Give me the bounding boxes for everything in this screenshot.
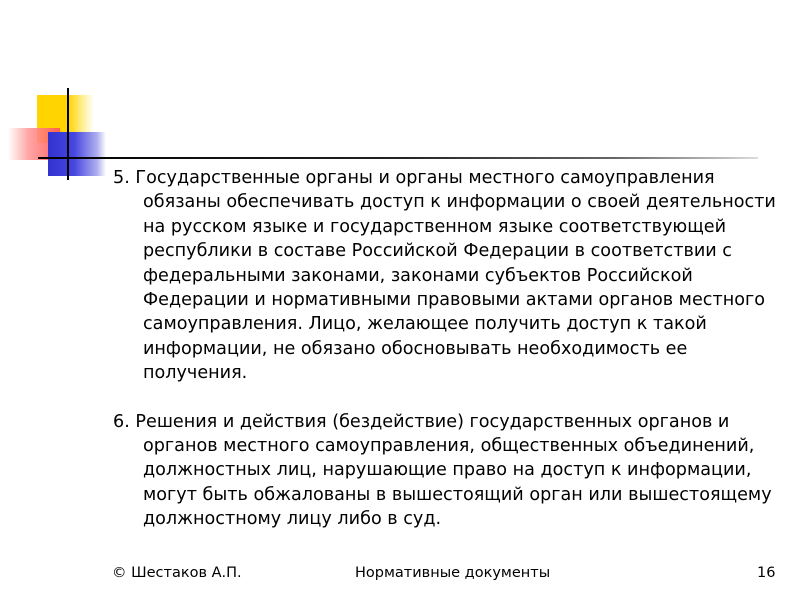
paragraph-6: 6. Решения и действия (бездействие) государственных органов и органов местного самоуправления, общественных объединений, должностных лиц, нарушающие право на доступ к информации, могут быть обжалованы в вышестоящий орган или вышестоящему должностному лицу либо в суд.	[113, 411, 772, 530]
footer-author: © Шестаков А.П.	[112, 565, 242, 581]
paragraph-5: 5. Государственные органы и органы местного самоуправления обязаны обеспечивать доступ к информации о своей деятельности на русском языке и государственном языке соответствующей республики в составе Российской Федерации в соответствии с федеральными законами, законами субъектов Российской Федерации и нормативными правовыми актами органов местного самоуправления. Лицо, желающее получить доступ к такой информации, не обязано обосновывать необходимость ее получения.	[113, 168, 776, 384]
decor-horizontal-rule	[38, 157, 758, 159]
footer-title: Нормативные документы	[355, 565, 551, 581]
decor-vertical-line	[67, 88, 69, 180]
slide-body	[113, 166, 778, 532]
decor-blue-square	[48, 132, 106, 176]
page-number: 16	[757, 565, 776, 581]
